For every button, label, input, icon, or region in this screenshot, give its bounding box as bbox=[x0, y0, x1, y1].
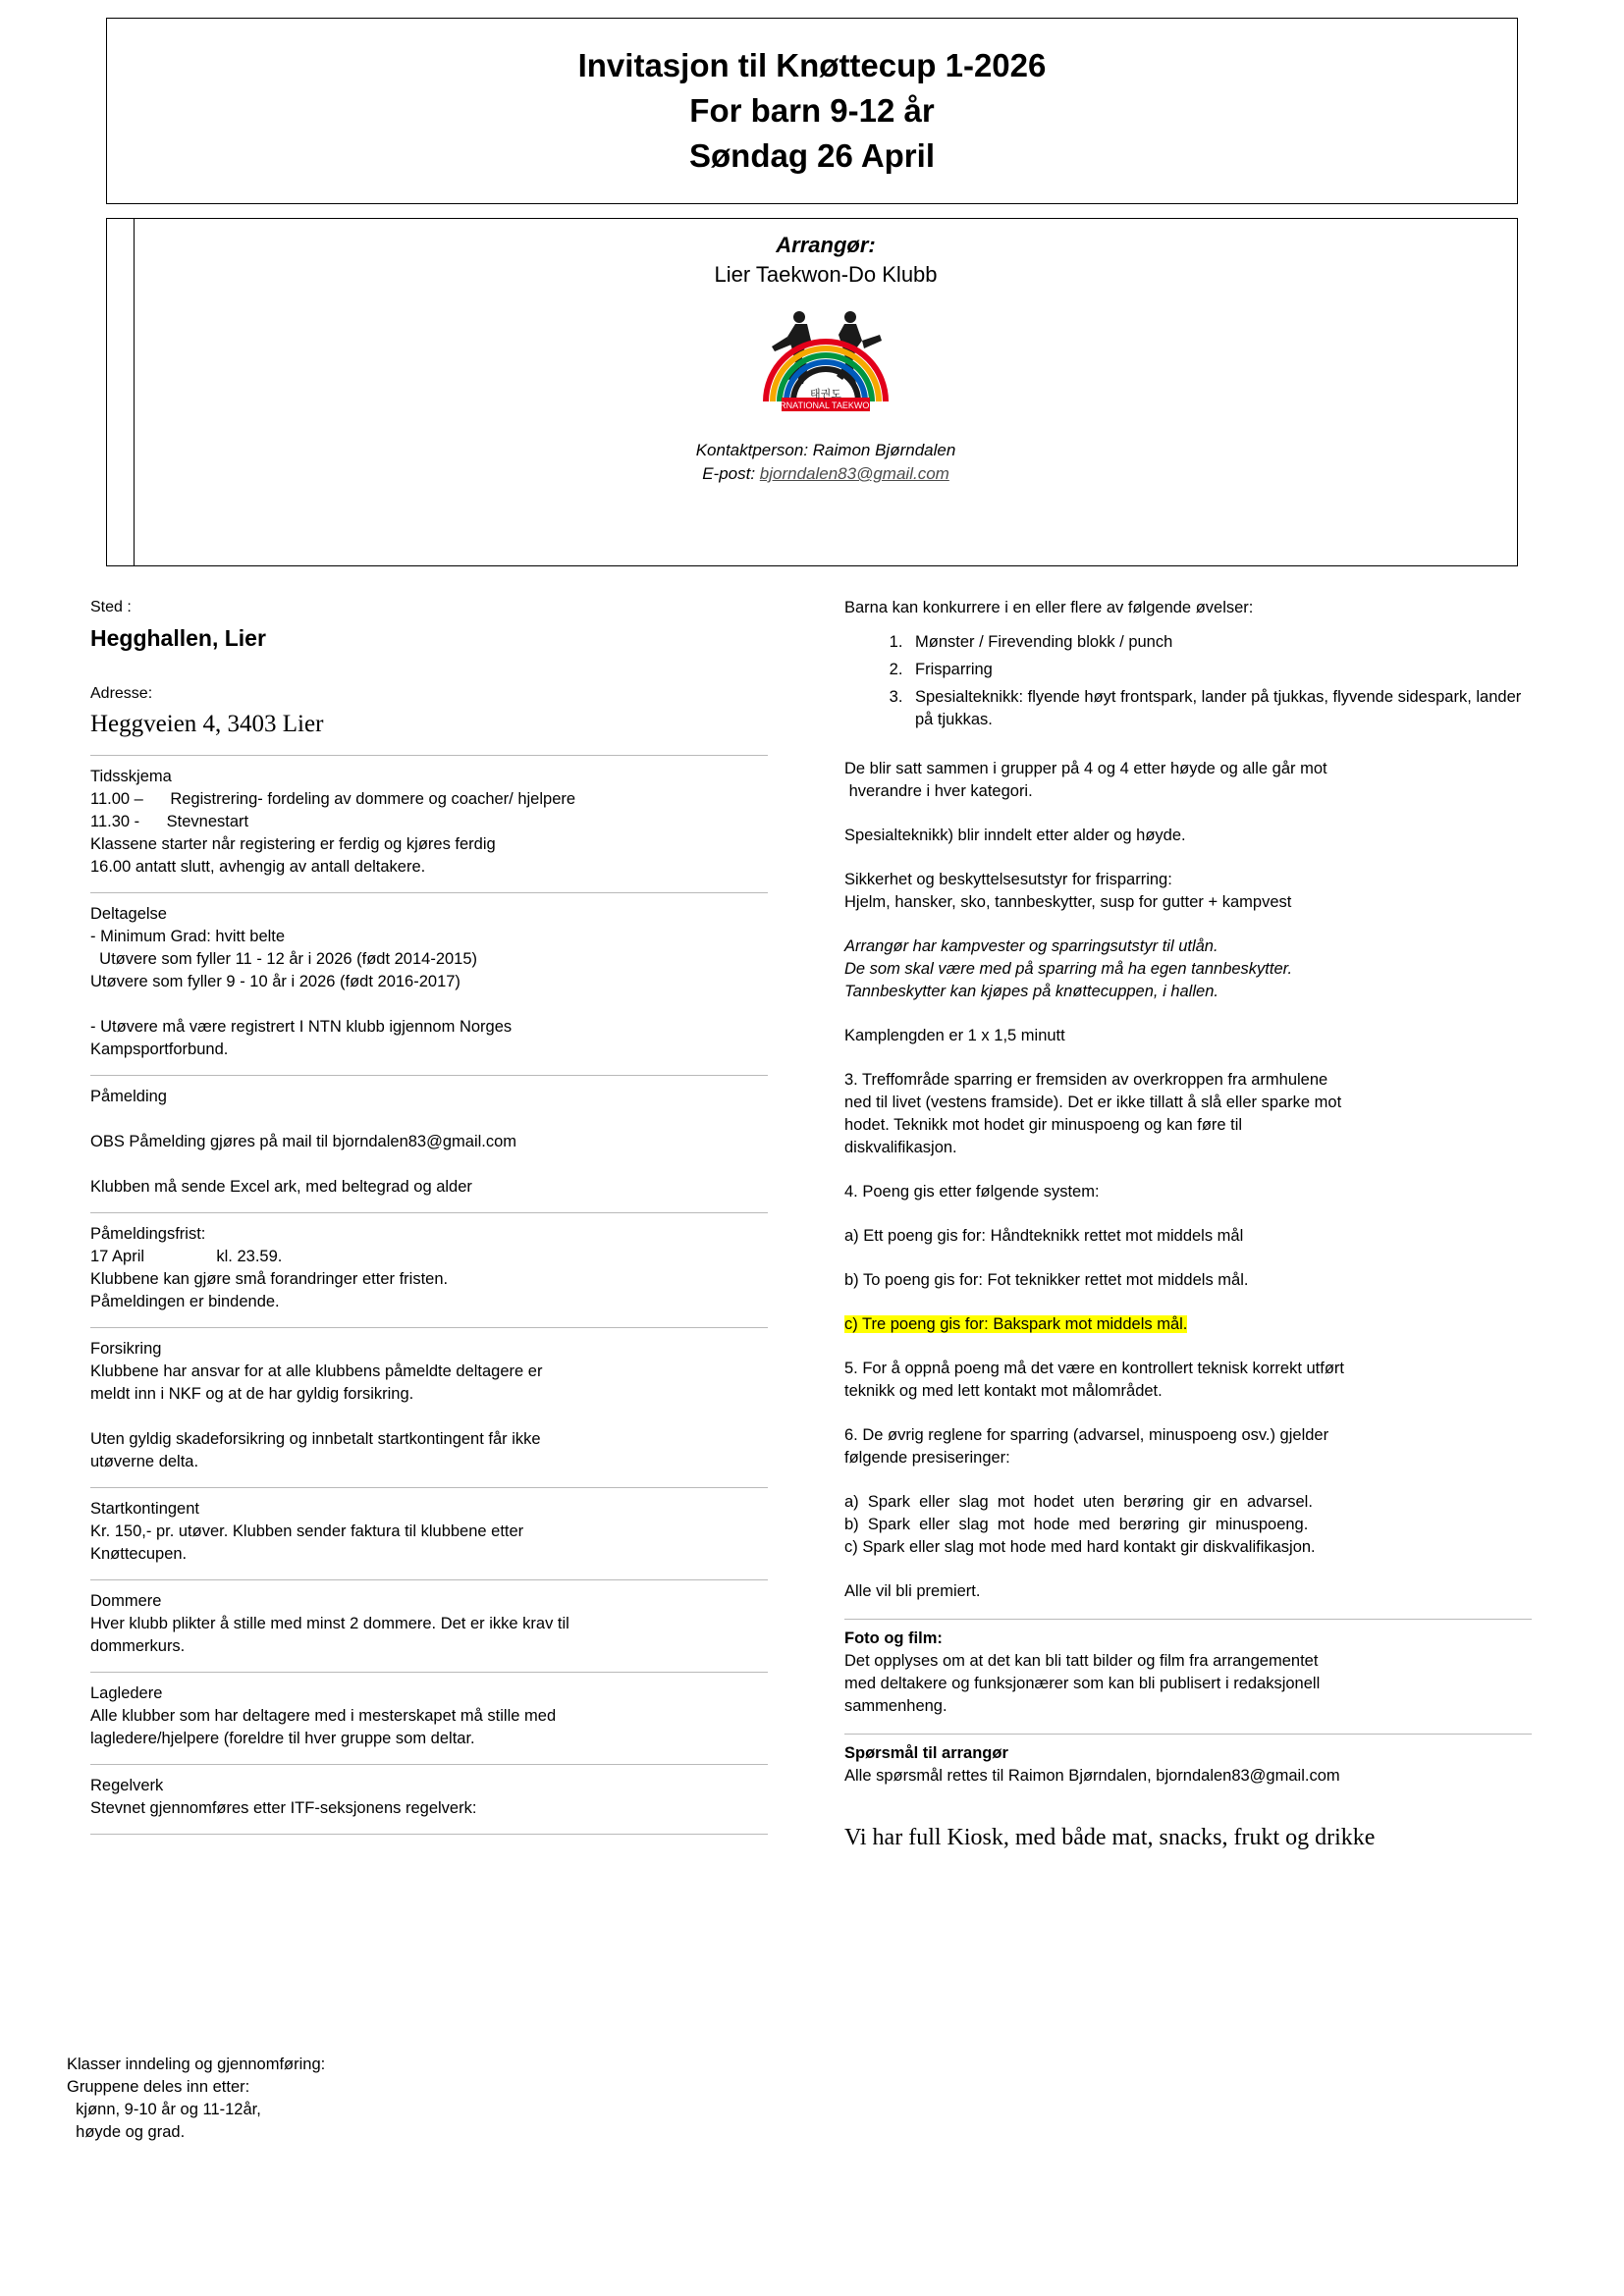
paragraph bbox=[844, 1313, 1532, 1336]
text-line: med deltakere og funksjonærer som kan bli publisert i redaksjonell bbox=[844, 1675, 1321, 1692]
text-line: Klassene starter når registering er ferdig og kjøres ferdig bbox=[90, 835, 496, 853]
spacer bbox=[844, 1403, 1532, 1424]
questions-section-title: Spørsmål til arrangør bbox=[844, 1744, 1008, 1762]
email-label: E-post: bbox=[702, 464, 756, 483]
text-line: Stevnet gjennomføres etter ITF-seksjonens regelverk: bbox=[90, 1799, 477, 1817]
contact-person: Kontaktperson: Raimon Bjørndalen bbox=[695, 441, 956, 459]
text-line bbox=[844, 1313, 1532, 1336]
paragraph bbox=[844, 1069, 1532, 1159]
section-title: Deltagelse bbox=[90, 905, 167, 923]
text-line bbox=[90, 993, 768, 1016]
divider bbox=[90, 892, 768, 893]
divider bbox=[90, 755, 768, 756]
text-line: 3. Treffområde sparring er fremsiden av overkroppen fra armhulene bbox=[844, 1071, 1328, 1089]
text-line: 6. De øvrig reglene for sparring (advarsel, minuspoeng osv.) gjelder bbox=[844, 1426, 1329, 1444]
text-line: Spesialteknikk) blir inndelt etter alder og høyde. bbox=[844, 827, 1186, 844]
section-title: Forsikring bbox=[90, 1340, 162, 1358]
text-line: Klubbene har ansvar for at alle klubbens påmeldte deltagere er bbox=[90, 1362, 543, 1380]
divider bbox=[90, 1487, 768, 1488]
text-line: 4. Poeng gis etter følgende system: bbox=[844, 1183, 1100, 1201]
paragraph bbox=[844, 1491, 1532, 1559]
spacer bbox=[844, 1336, 1532, 1358]
text-line: sammenheng. bbox=[844, 1697, 947, 1715]
spacer bbox=[844, 1203, 1532, 1225]
text-line: Utøvere som fyller 11 - 12 år i 2026 (født 2014-2015) bbox=[90, 950, 478, 968]
text-line: Kamplengden er 1 x 1,5 minutt bbox=[844, 1027, 1065, 1044]
spacer bbox=[844, 847, 1532, 869]
events-intro: Barna kan konkurrere i en eller flere av følgende øvelser: bbox=[844, 599, 1254, 616]
paragraph bbox=[844, 1181, 1532, 1203]
taekwondo-logo-icon bbox=[135, 303, 1517, 413]
text-line: Sikkerhet og beskyttelsesutstyr for frisparring: bbox=[844, 871, 1172, 888]
text-line: Alle vil bli premiert. bbox=[844, 1582, 981, 1600]
text-line: følgende presiseringer: bbox=[844, 1449, 1010, 1467]
divider bbox=[844, 1619, 1532, 1620]
organizer-label: Arrangør: bbox=[776, 233, 876, 257]
paragraph bbox=[844, 1025, 1532, 1047]
text-line bbox=[90, 1153, 768, 1176]
spacer bbox=[844, 1047, 1532, 1069]
text-line: meldt inn i NKF og at de har gyldig forsikring. bbox=[90, 1385, 414, 1403]
paragraph bbox=[844, 1580, 1532, 1603]
text-line: Arrangør har kampvester og sparringsutstyr til utlån. bbox=[844, 937, 1218, 955]
divider bbox=[844, 1734, 1532, 1735]
kiosk-note: Vi har full Kiosk, med både mat, snacks, frukt og drikke bbox=[844, 1825, 1376, 1850]
spacer bbox=[844, 1248, 1532, 1269]
text-line: a) Ett poeng gis for: Håndteknikk rettet mot middels mål bbox=[844, 1227, 1244, 1245]
title-box bbox=[106, 18, 1518, 204]
paragraph bbox=[844, 935, 1532, 1003]
paragraph bbox=[844, 1424, 1532, 1469]
text-line: b) To poeng gis for: Fot teknikker rettet mot middels mål. bbox=[844, 1271, 1249, 1289]
photo-section-title: Foto og film: bbox=[844, 1629, 943, 1647]
text-line: Klubbene kan gjøre små forandringer etter fristen. bbox=[90, 1270, 449, 1288]
spacer bbox=[844, 1469, 1532, 1491]
text-line: hodet. Teknikk mot hodet gir minuspoeng og kan føre til bbox=[844, 1116, 1243, 1134]
spacer bbox=[844, 1159, 1532, 1181]
contact-email-row bbox=[135, 462, 1517, 486]
page-title-line-3: Søndag 26 April bbox=[689, 137, 935, 174]
text-line: Alle spørsmål rettes til Raimon Bjørndalen, bjorndalen83@gmail.com bbox=[844, 1767, 1340, 1785]
text-line: b) Spark eller slag mot hode med berøring gir minuspoeng. bbox=[844, 1516, 1309, 1533]
section-title: Regelverk bbox=[90, 1777, 164, 1794]
text-line: teknikk og med lett kontakt mot målområdet. bbox=[844, 1382, 1163, 1400]
highlighted-text: c) Tre poeng gis for: Bakspark mot middels mål. bbox=[844, 1315, 1188, 1333]
text-line: diskvalifikasjon. bbox=[844, 1139, 957, 1156]
text-line: Knøttecupen. bbox=[90, 1545, 188, 1563]
divider bbox=[90, 1764, 768, 1765]
divider bbox=[90, 1327, 768, 1328]
paragraph bbox=[844, 825, 1532, 847]
text-line: 5. For å oppnå poeng må det være en kontrollert teknisk korrekt utført bbox=[844, 1360, 1344, 1377]
section-title: Startkontingent bbox=[90, 1500, 199, 1518]
text-line: De som skal være med på sparring må ha egen tannbeskytter. bbox=[844, 960, 1293, 978]
text-line: 11.30 - Stevnestart bbox=[90, 813, 249, 830]
paragraph bbox=[844, 869, 1532, 914]
spacer bbox=[844, 914, 1532, 935]
paragraph bbox=[844, 758, 1532, 803]
svg-text:INTERNATIONAL TAEKWON-DO: INTERNATIONAL TAEKWON-DO bbox=[759, 400, 893, 410]
divider bbox=[90, 1579, 768, 1580]
class-division-note bbox=[67, 2054, 774, 2144]
address-label: Adresse: bbox=[90, 685, 153, 702]
left-sections bbox=[90, 755, 768, 1835]
left-column bbox=[90, 597, 768, 1844]
text-line: Klasser inndeling og gjennomføring: bbox=[67, 2056, 326, 2073]
text-line: hverandre i hver kategori. bbox=[844, 782, 1033, 800]
photo-section-body bbox=[844, 1650, 1532, 1718]
venue-label: Sted : bbox=[90, 599, 132, 615]
organizer-box bbox=[106, 218, 1518, 566]
text-line: ned til livet (vestens framside). Det er ikke tillatt å slå eller sparke mot bbox=[844, 1094, 1342, 1111]
questions-section-body bbox=[844, 1765, 1532, 1788]
text-line: Kampsportforbund. bbox=[90, 1041, 229, 1058]
list-item: 3. Spesialteknikk: flyende høyt frontspark, lander på tjukkas, flyvende sidespark, lander på tjukkas. bbox=[907, 686, 1532, 731]
section-title: Tidsskjema bbox=[90, 768, 172, 785]
text-line: 16.00 antatt slutt, avhengig av antall deltakere. bbox=[90, 858, 426, 876]
text-line: c) Spark eller slag mot hode med hard kontakt gir diskvalifikasjon. bbox=[844, 1538, 1316, 1556]
text-line: høyde og grad. bbox=[67, 2123, 186, 2141]
right-blocks bbox=[844, 736, 1532, 1603]
svg-text:태권도: 태권도 bbox=[810, 389, 841, 400]
text-line: Det opplyses om at det kan bli tatt bilder og film fra arrangementet bbox=[844, 1652, 1319, 1670]
text-line: Tannbeskytter kan kjøpes på knøttecuppen, i hallen. bbox=[844, 983, 1218, 1000]
address-value: Heggveien 4, 3403 Lier bbox=[90, 711, 324, 737]
spacer bbox=[844, 1559, 1532, 1580]
divider bbox=[90, 1672, 768, 1673]
text-line: - Minimum Grad: hvitt belte bbox=[90, 928, 286, 945]
page-title-line-2: For barn 9-12 år bbox=[689, 92, 935, 129]
text-line bbox=[90, 1406, 768, 1428]
text-line: Hver klubb plikter å stille med minst 2 dommere. Det er ikke krav til bbox=[90, 1615, 569, 1632]
venue-name: Hegghallen, Lier bbox=[90, 625, 266, 651]
text-line: Alle klubber som har deltagere med i mesterskapet må stille med bbox=[90, 1707, 557, 1725]
section-title: Lagledere bbox=[90, 1684, 163, 1702]
spacer bbox=[844, 736, 1532, 758]
divider bbox=[90, 1834, 768, 1835]
text-line: Gruppene deles inn etter: bbox=[67, 2078, 250, 2096]
divider bbox=[90, 1212, 768, 1213]
text-line: 17 April kl. 23.59. bbox=[90, 1248, 283, 1265]
text-line: Klubben må sende Excel ark, med beltegrad og alder bbox=[90, 1178, 472, 1196]
spacer bbox=[844, 1003, 1532, 1025]
list-item: 1. Mønster / Firevending blokk / punch bbox=[907, 631, 1532, 654]
spacer bbox=[844, 1292, 1532, 1313]
section-title: Påmelding bbox=[90, 1088, 167, 1105]
spacer bbox=[844, 803, 1532, 825]
text-line: De blir satt sammen i grupper på 4 og 4 etter høyde og alle går mot bbox=[844, 760, 1327, 777]
section-title: Dommere bbox=[90, 1592, 162, 1610]
text-line: lagledere/hjelpere (foreldre til hver gruppe som deltar. bbox=[90, 1730, 475, 1747]
text-line: Hjelm, hansker, sko, tannbeskytter, susp for gutter + kampvest bbox=[844, 893, 1292, 911]
text-line: utøverne delta. bbox=[90, 1453, 199, 1470]
text-line: Utøvere som fyller 9 - 10 år i 2026 (født 2016-2017) bbox=[90, 973, 460, 990]
paragraph bbox=[844, 1225, 1532, 1248]
text-line: kjønn, 9-10 år og 11-12år, bbox=[67, 2101, 261, 2118]
text-line: dommerkurs. bbox=[90, 1637, 186, 1655]
text-line: OBS Påmelding gjøres på mail til bjorndalen83@gmail.com bbox=[90, 1133, 517, 1150]
paragraph bbox=[844, 1269, 1532, 1292]
organizer-name: Lier Taekwon-Do Klubb bbox=[714, 262, 938, 287]
events-list bbox=[844, 631, 1532, 731]
text-line bbox=[90, 1108, 768, 1131]
page-title-line-1: Invitasjon til Knøttecup 1-2026 bbox=[577, 47, 1047, 83]
email-address[interactable]: bjorndalen83@gmail.com bbox=[759, 464, 949, 483]
text-line: a) Spark eller slag mot hodet uten berøring gir en advarsel. bbox=[844, 1493, 1313, 1511]
section-title: Påmeldingsfrist: bbox=[90, 1225, 206, 1243]
right-column bbox=[844, 597, 1532, 1854]
text-line: Uten gyldig skadeforsikring og innbetalt startkontingent får ikke bbox=[90, 1430, 541, 1448]
list-item: 2. Frisparring bbox=[907, 659, 1532, 681]
text-line: Påmeldingen er bindende. bbox=[90, 1293, 280, 1310]
text-line: Kr. 150,- pr. utøver. Klubben sender faktura til klubbene etter bbox=[90, 1522, 524, 1540]
text-line: - Utøvere må være registrert I NTN klubb igjennom Norges bbox=[90, 1018, 513, 1036]
divider bbox=[90, 1075, 768, 1076]
paragraph bbox=[844, 1358, 1532, 1403]
text-line: 11.00 – Registrering- fordeling av dommere og coacher/ hjelpere bbox=[90, 790, 576, 808]
